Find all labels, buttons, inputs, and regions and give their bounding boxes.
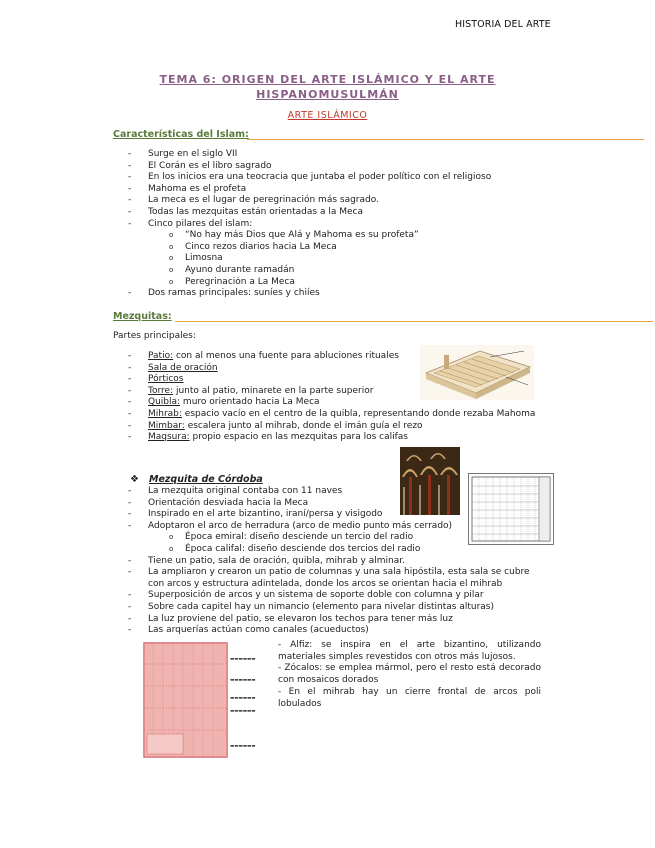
- epoca-item: o Época emiral: diseño desciende un tercio del radio: [169, 532, 414, 543]
- list-item-continuation: con arcos y estructura adintelada, donde los arcos se orientan hacia el mihrab: [148, 578, 503, 589]
- list-item: - Maqsura: propio espacio en las mezquitas para los califas: [128, 432, 408, 443]
- pilar-item: o Cinco rezos diarios hacia La Meca: [169, 241, 337, 252]
- list-item: - El Corán es el libro sagrado: [128, 160, 272, 171]
- list-item: - La luz proviene del patio, se elevaron los techos para tener más luz: [128, 613, 453, 624]
- list-item: - Cinco pilares del islam:: [128, 218, 253, 229]
- list-item: - Inspirado en el arte bizantino, iraní/persa y visigodo: [128, 509, 383, 520]
- list-item: - Todas las mezquitas están orientadas a la Meca: [128, 206, 363, 217]
- list-item: - Mahoma es el profeta: [128, 183, 247, 194]
- plan-label: ▬▬▬▬▬▬: [230, 709, 256, 714]
- list-item: - La meca es el lugar de peregrinación más sagrado.: [128, 195, 379, 206]
- mezquitas-intro: Partes principales:: [113, 331, 196, 341]
- caracteristicas-list: [128, 149, 491, 300]
- plan-label: ▬▬▬▬▬▬: [230, 696, 256, 701]
- list-item: - Dos ramas principales: suníes y chiíes: [128, 288, 320, 299]
- page-title: [0, 72, 655, 102]
- pilar-item: o Ayuno durante ramadán: [169, 264, 295, 275]
- cordoba-list-a: [128, 486, 530, 637]
- diamond-bullet-icon: ❖: [130, 474, 139, 485]
- list-item: - Patio: con al menos una fuente para abluciones rituales: [128, 351, 399, 361]
- epoca-item: o Época califal: diseño desciende dos tercios del radio: [169, 543, 421, 554]
- list-item: - Superposición de arcos y un sistema de soporte doble con columna y pilar: [128, 590, 484, 601]
- side-note: - Zócalos: se emplea mármol, pero el resto está decorado con mosaicos dorados: [278, 663, 541, 686]
- side-note: - En el mihrab hay un cierre frontal de arcos poli lobulados: [278, 686, 541, 709]
- list-item: - Tiene un patio, sala de oración, quibla, mihrab y alminar.: [128, 555, 405, 566]
- list-item: - Las arquerías actúan como canales (acueductos): [128, 625, 369, 636]
- list-item: - Adoptaron el arco de herradura (arco de medio punto más cerrado): [128, 520, 453, 531]
- title-line-1: TEMA 6: ORIGEN DEL ARTE ISLÁMICO Y EL ARTE: [159, 73, 496, 86]
- page-subtitle: ARTE ISLÁMICO: [287, 110, 368, 121]
- list-item: - Orientación desviada hacia la Meca: [128, 497, 309, 508]
- list-item: - Sobre cada capitel hay un nimancio (elemento para nivelar distintas alturas): [128, 601, 495, 612]
- pilar-item: o Limosna: [169, 253, 223, 264]
- mezquitas-heading: Mezquitas:: [113, 311, 172, 322]
- list-item: - Quibla: muro orientado hacia La Meca: [128, 397, 320, 408]
- list-item: - En los inicios era una teocracia que juntaba el poder político con el religioso: [128, 172, 492, 183]
- caracteristicas-heading: Características del Islam:: [113, 129, 249, 140]
- list-item: - La mezquita original contaba con 11 naves: [128, 486, 343, 496]
- pilar-item: o Peregrinación a La Meca: [169, 276, 295, 287]
- mosque-isometric-image: [420, 345, 534, 400]
- plan-label: ▬▬▬▬▬▬: [230, 657, 256, 662]
- cordoba-side-notes: [278, 640, 541, 710]
- mezquitas-rule: [175, 321, 653, 322]
- plan-label: ▬▬▬▬▬▬: [230, 744, 256, 749]
- list-item: - La ampliaron y crearon un patio de columnas y una sala hipóstila, esta sala se cubre: [128, 567, 530, 578]
- list-item: - Mimbar: escalera junto al mihrab, donde el imán guía el rezo: [128, 420, 423, 431]
- title-line-2: HISPANOMUSULMÁN: [256, 88, 399, 101]
- list-item: - Mihrab: espacio vacío en el centro de la quibla, representando donde rezaba Mahoma: [128, 408, 536, 419]
- cordoba-expansion-plan-image: [143, 642, 228, 758]
- pilar-item: o “No hay más Dios que Alá y Mahoma es su profeta”: [169, 230, 419, 241]
- list-item: - Pórticos: [128, 374, 184, 385]
- list-item: - Surge en el siglo VII: [128, 149, 238, 159]
- list-item: - Torre: junto al patio, minarete en la parte superior: [128, 385, 374, 396]
- plan-label: ▬▬▬▬▬▬: [230, 678, 256, 683]
- list-item: - Sala de oración: [128, 362, 218, 373]
- caracteristicas-rule: [247, 139, 644, 140]
- header-course: HISTORIA DEL ARTE: [455, 19, 551, 30]
- side-note: - Alfiz: se inspira en el arte bizantino, utilizando materiales simples revestidos con otros más lujosos.: [278, 640, 541, 662]
